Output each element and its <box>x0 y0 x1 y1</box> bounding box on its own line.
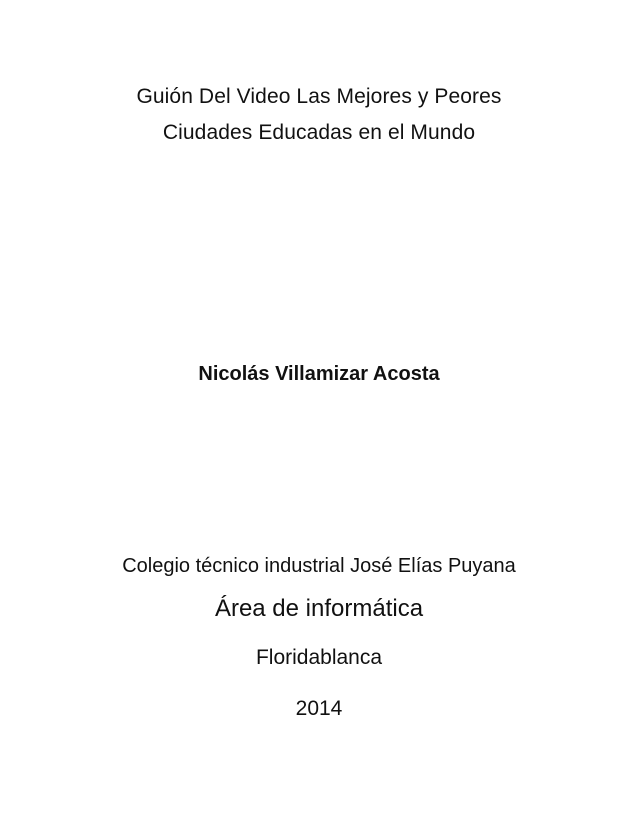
title-line-2: Ciudades Educadas en el Mundo <box>162 121 476 144</box>
city-name: Floridablanca <box>255 646 383 669</box>
school-name: Colegio técnico industrial José Elías Puyana <box>122 555 516 577</box>
subject-area: Área de informática <box>214 595 424 622</box>
year: 2014 <box>295 697 343 720</box>
author-name: Nicolás Villamizar Acosta <box>198 363 440 385</box>
title-line-1: Guión Del Video Las Mejores y Peores <box>136 85 502 108</box>
